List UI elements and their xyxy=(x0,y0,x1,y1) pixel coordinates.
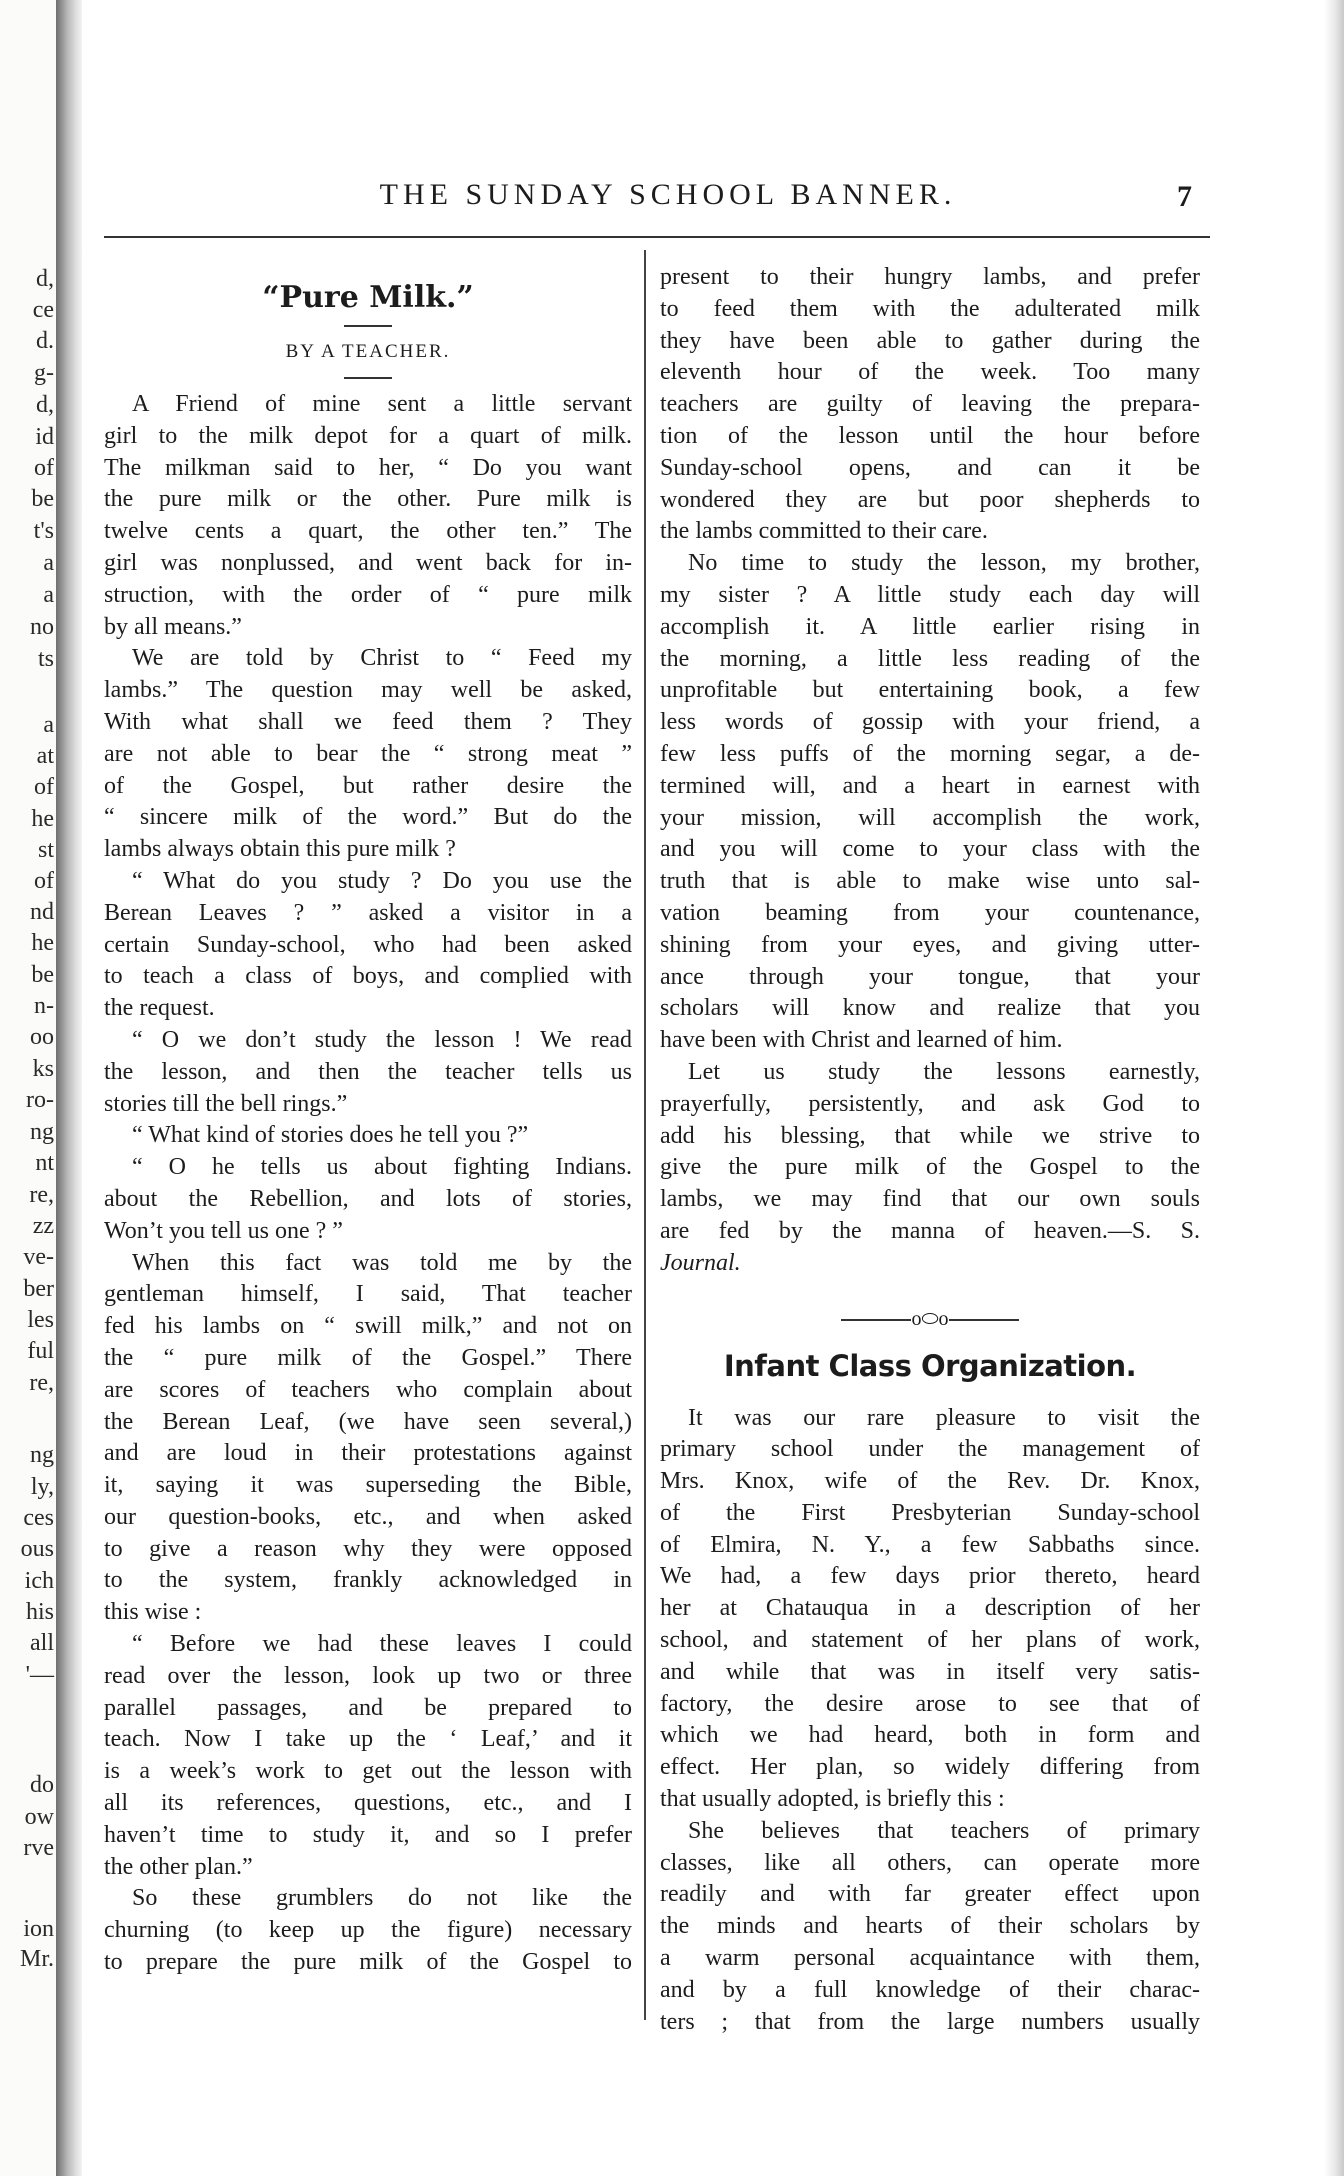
text-line: When this fact was told me by the xyxy=(132,1249,632,1276)
text-line: the Berean Leaf, (we have seen several,) xyxy=(104,1408,632,1435)
text-line: lambs, we may find that our own souls xyxy=(660,1186,1200,1213)
text-line: lambs always obtain this pure milk ? xyxy=(104,836,456,863)
article-title-infant-class: Infant Class Organization. xyxy=(723,1348,1137,1383)
stub-fragment: of xyxy=(34,774,54,800)
binding-gutter xyxy=(56,0,82,2176)
article-body-pure-milk xyxy=(104,389,632,1979)
text-line: girl was nonplussed, and went back for in- xyxy=(104,549,632,576)
text-line: of the Gospel, but rather desire the xyxy=(104,772,632,799)
stub-fragment: a xyxy=(43,550,54,576)
text-line: A Friend of mine sent a little servant xyxy=(132,391,632,417)
text-line: certain Sunday-school, who had been asked xyxy=(104,931,632,958)
text-line: of the First Presbyterian Sunday-school xyxy=(660,1499,1200,1526)
text-line: ters ; that from the large numbers usually xyxy=(660,2008,1200,2035)
stub-fragment: n- xyxy=(34,993,54,1019)
stub-fragment: ich xyxy=(24,1568,54,1594)
text-line: all its references, questions, etc., and I xyxy=(104,1790,632,1817)
header-rule xyxy=(104,236,1210,238)
stub-fragment: d, xyxy=(36,266,54,292)
text-line: shining from your eyes, and giving utter- xyxy=(660,931,1200,958)
text-line: “ O we don’t study the lesson ! We read xyxy=(132,1026,632,1053)
stub-fragment: st xyxy=(37,837,54,863)
stub-fragment: ng xyxy=(30,1442,54,1468)
stub-fragment: ly, xyxy=(30,1474,54,1500)
stub-fragment: les xyxy=(27,1307,54,1333)
text-line: fed his lambs on “ swill milk,” and not on xyxy=(104,1313,632,1340)
stub-fragment: all xyxy=(30,1630,54,1656)
text-line: my sister ? A little study each day will xyxy=(660,581,1200,608)
text-line: stories till the bell rings.” xyxy=(104,1090,348,1117)
text-line: this wise : xyxy=(104,1599,202,1626)
section-ornament xyxy=(660,1308,1200,1331)
text-line: her at Chatauqua in a description of her xyxy=(660,1595,1200,1622)
text-line: is a week’s work to get out the lesson with xyxy=(104,1758,632,1785)
text-line: to the system, frankly acknowledged in xyxy=(104,1567,632,1594)
text-line: primary school under the management of xyxy=(660,1436,1200,1463)
stub-fragment: no xyxy=(30,614,54,640)
article-title-pure-milk: “Pure Milk.” xyxy=(262,280,474,315)
text-line: struction, with the order of “ pure milk xyxy=(104,581,632,608)
stub-fragment: ts xyxy=(37,646,54,672)
text-line: your mission, will accomplish the work, xyxy=(660,804,1200,831)
stub-fragment: ng xyxy=(30,1119,54,1145)
stub-fragment: nd xyxy=(30,899,54,925)
text-line: and you will come to your class with the xyxy=(660,836,1200,863)
stub-fragment: he xyxy=(31,806,54,832)
text-line: less words of gossip with your friend, a xyxy=(660,709,1200,736)
text-line: No time to study the lesson, my brother, xyxy=(688,550,1200,577)
text-line: effect. Her plan, so widely differing from xyxy=(660,1754,1200,1781)
text-line: to give a reason why they were opposed xyxy=(104,1535,632,1562)
stub-fragment: zz xyxy=(32,1213,54,1239)
page-number: 7 xyxy=(1177,180,1192,213)
text-line: eleventh hour of the week. Too many xyxy=(660,359,1200,386)
text-line: prayerfully, persistently, and ask God to xyxy=(660,1090,1200,1117)
text-line: Journal. xyxy=(660,1249,741,1276)
byline-rule xyxy=(344,377,392,379)
text-line: by all means.” xyxy=(104,613,242,640)
text-line: to prepare the pure milk of the Gospel to xyxy=(104,1949,632,1976)
text-line: factory, the desire arose to see that of xyxy=(660,1690,1200,1717)
text-line: With what shall we feed them ? They xyxy=(104,708,632,735)
stub-fragment: ion xyxy=(23,1916,54,1942)
text-line: Sunday-school opens, and can it be xyxy=(660,454,1200,481)
text-line: about the Rebellion, and lots of stories, xyxy=(104,1185,632,1212)
stub-fragment: do xyxy=(30,1772,54,1798)
stub-fragment: of xyxy=(34,868,54,894)
title-rule xyxy=(344,325,392,327)
text-line: We are told by Christ to “ Feed my xyxy=(132,645,632,672)
stub-fragment: ve- xyxy=(23,1244,54,1270)
text-line: the “ pure milk of the Gospel.” There xyxy=(104,1344,632,1371)
stub-fragment: ow xyxy=(24,1804,54,1830)
stub-fragment: ce xyxy=(32,297,54,323)
text-line: termined will, and a heart in earnest with xyxy=(660,772,1200,799)
stub-fragment: ks xyxy=(32,1056,54,1082)
stub-fragment: d. xyxy=(36,328,54,354)
stub-fragment: re, xyxy=(29,1370,54,1396)
text-line: teachers are guilty of leaving the prepara- xyxy=(660,391,1200,418)
text-line: Let us study the lessons earnestly, xyxy=(688,1058,1200,1085)
stub-fragment: ber xyxy=(23,1276,54,1302)
text-line: It was our rare pleasure to visit the xyxy=(688,1404,1200,1431)
stub-fragment: re, xyxy=(29,1182,54,1208)
text-line: a warm personal acquaintance with them, xyxy=(660,1945,1200,1972)
text-line: and while that was in itself very satis- xyxy=(660,1658,1200,1685)
text-line: gentleman himself, I said, That teacher xyxy=(104,1281,632,1308)
text-line: “ What kind of stories does he tell you ?” xyxy=(132,1122,529,1149)
text-line: girl to the milk depot for a quart of milk. xyxy=(104,422,632,449)
text-line: parallel passages, and be prepared to xyxy=(104,1694,632,1721)
text-line: scholars will know and realize that you xyxy=(660,995,1200,1022)
text-line: haven’t time to study it, and so I prefer xyxy=(104,1821,632,1848)
text-line: read over the lesson, look up two or three xyxy=(104,1662,632,1689)
text-line: “ What do you study ? Do you use the xyxy=(132,867,632,894)
stub-fragment: rve xyxy=(23,1835,54,1861)
stub-fragment: Mr. xyxy=(19,1946,54,1972)
stub-fragment: '— xyxy=(25,1662,54,1688)
text-line: our question-books, etc., and when asked xyxy=(104,1503,632,1530)
text-line: to feed them with the adulterated milk xyxy=(660,295,1200,322)
stub-fragment: g- xyxy=(34,360,54,386)
text-line: ance through your tongue, that your xyxy=(660,963,1200,990)
right-column xyxy=(660,262,1200,2038)
text-line: The milkman said to her, “ Do you want xyxy=(104,454,632,481)
stub-fragment: ful xyxy=(27,1338,54,1364)
stub-fragment: id xyxy=(35,424,54,450)
text-line: it, saying it was superseding the Bible, xyxy=(104,1472,632,1499)
text-line: churning (to keep up the figure) necessary xyxy=(104,1917,632,1944)
text-line: have been with Christ and learned of him. xyxy=(660,1027,1063,1054)
text-line: the minds and hearts of their scholars by xyxy=(660,1913,1200,1940)
text-line: few less puffs of the morning segar, a de- xyxy=(660,740,1200,767)
text-line: “ Before we had these leaves I could xyxy=(132,1631,632,1658)
text-line: the lambs committed to their care. xyxy=(660,518,988,545)
stub-fragment: t's xyxy=(33,518,54,544)
text-line: “ O he tells us about fighting Indians. xyxy=(132,1154,632,1181)
stub-fragment: ces xyxy=(23,1505,54,1531)
text-line: truth that is able to make wise unto sal- xyxy=(660,868,1200,895)
text-line: the other plan.” xyxy=(104,1853,253,1880)
page xyxy=(82,0,1322,2176)
text-line: classes, like all others, can operate more xyxy=(660,1849,1200,1876)
stub-fragment: be xyxy=(31,962,54,988)
article-body-infant-class xyxy=(660,1403,1200,2039)
article-body-pure-milk-continued xyxy=(660,262,1200,1280)
text-line: are not able to bear the “ strong meat ” xyxy=(104,740,632,767)
text-line: readily and with far greater effect upon xyxy=(660,1881,1200,1908)
text-line: unprofitable but entertaining book, a few xyxy=(660,677,1200,704)
article-byline: BY A TEACHER. xyxy=(285,341,451,362)
text-line: of Elmira, N. Y., a few Sabbaths since. xyxy=(660,1531,1200,1558)
text-line: and by a full knowledge of their charac- xyxy=(660,1976,1200,2003)
text-line: they have been able to gather during the xyxy=(660,327,1200,354)
stub-fragment: oo xyxy=(30,1024,54,1050)
left-column xyxy=(104,262,632,1979)
stub-fragment: a xyxy=(43,582,54,608)
text-line: tion of the lesson until the hour before xyxy=(660,422,1200,449)
text-line: She believes that teachers of primary xyxy=(688,1817,1200,1844)
stub-fragment: be xyxy=(31,486,54,512)
ornament-glyph: o⬭o xyxy=(911,1307,949,1330)
stub-fragment: of xyxy=(34,455,54,481)
text-line: add his blessing, that while we strive to xyxy=(660,1122,1200,1149)
stub-fragment: ro- xyxy=(26,1087,54,1113)
text-line: accomplish it. A little earlier rising in xyxy=(660,613,1200,640)
text-line: are scores of teachers who complain about xyxy=(104,1376,632,1403)
text-line: present to their hungry lambs, and prefer xyxy=(660,264,1200,290)
stub-fragment: d, xyxy=(36,392,54,418)
text-line: and are loud in their protestations against xyxy=(104,1440,632,1467)
text-line: the morning, a little less reading of the xyxy=(660,645,1200,672)
page-edge-shadow xyxy=(1324,0,1344,2176)
stub-fragment: ous xyxy=(20,1536,54,1562)
text-line: the pure milk or the other. Pure milk is xyxy=(104,486,632,513)
text-line: vation beaming from your countenance, xyxy=(660,899,1200,926)
text-line: teach. Now I take up the ‘ Leaf,’ and it xyxy=(104,1726,632,1753)
text-line: give the pure milk of the Gospel to the xyxy=(660,1154,1200,1181)
text-line: the request. xyxy=(104,995,215,1022)
running-title: THE SUNDAY SCHOOL BANNER. xyxy=(379,178,957,211)
stub-fragment: a xyxy=(43,712,54,738)
facing-page-stub xyxy=(0,0,56,2176)
text-line: “ sincere milk of the word.” But do the xyxy=(104,804,632,831)
text-line: are fed by the manna of heaven.—S. S. xyxy=(660,1217,1200,1244)
text-line: school, and statement of her plans of work, xyxy=(660,1627,1200,1654)
text-line: wondered they are but poor shepherds to xyxy=(660,486,1200,513)
text-line: Berean Leaves ? ” asked a visitor in a xyxy=(104,899,632,926)
stub-fragment: his xyxy=(25,1599,54,1625)
text-line: twelve cents a quart, the other ten.” The xyxy=(104,518,632,545)
text-line: We had, a few days prior thereto, heard xyxy=(660,1563,1200,1590)
stub-fragment: at xyxy=(36,743,54,769)
text-line: to teach a class of boys, and complied with xyxy=(104,963,632,990)
text-line: lambs.” The question may well be asked, xyxy=(104,677,632,704)
text-line: Won’t you tell us one ? ” xyxy=(104,1217,343,1244)
text-line: the lesson, and then the teacher tells us xyxy=(104,1058,632,1085)
stub-fragment: he xyxy=(31,930,54,956)
stub-fragment: nt xyxy=(35,1150,54,1176)
column-divider xyxy=(644,250,646,2020)
text-line: which we had heard, both in form and xyxy=(660,1722,1200,1749)
text-line: So these grumblers do not like the xyxy=(132,1885,632,1912)
text-line: Mrs. Knox, wife of the Rev. Dr. Knox, xyxy=(660,1468,1200,1495)
text-line: that usually adopted, is briefly this : xyxy=(660,1786,1005,1813)
